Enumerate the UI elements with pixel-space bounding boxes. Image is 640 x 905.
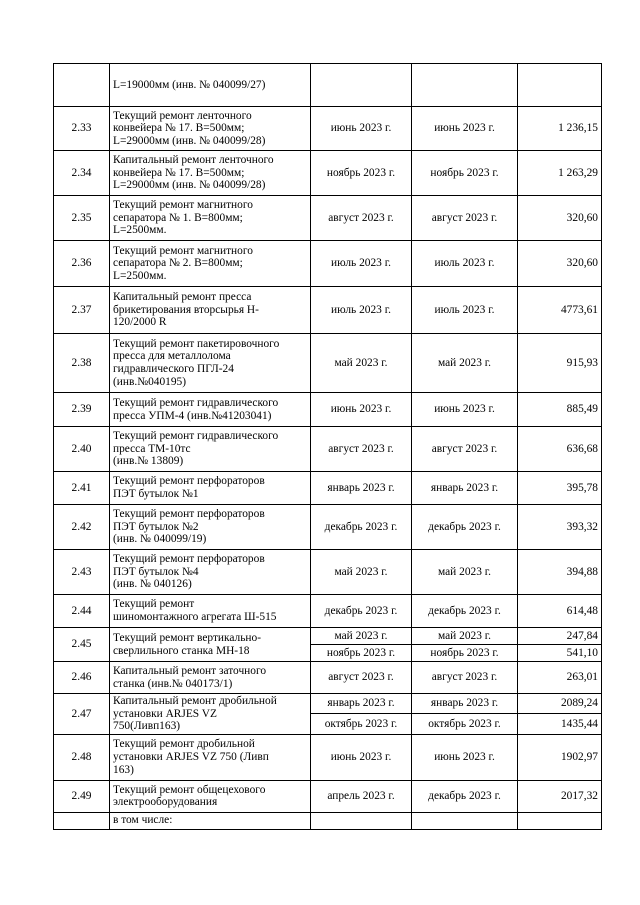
table-row bbox=[54, 64, 602, 107]
item-number: 2.36 bbox=[54, 241, 110, 287]
end-date: август 2023 г. bbox=[412, 196, 518, 241]
cost-value: 636,68 bbox=[518, 427, 602, 472]
work-description bbox=[110, 550, 311, 595]
table-row bbox=[54, 334, 602, 393]
description-line: 120/2000 R bbox=[113, 316, 167, 329]
table-row bbox=[54, 812, 602, 829]
cost-value: 2089,24 bbox=[518, 694, 602, 714]
description-line: Текущий ремонт гидравлического bbox=[113, 430, 279, 443]
start-date: январь 2023 г. bbox=[311, 472, 412, 505]
work-description bbox=[110, 334, 311, 393]
table-row bbox=[54, 595, 602, 628]
description-line: (инв. № 040126) bbox=[113, 578, 192, 591]
description-line: L=2500мм. bbox=[113, 224, 167, 237]
item-number: 2.44 bbox=[54, 595, 110, 628]
work-description bbox=[110, 694, 311, 735]
end-date: ноябрь 2023 г. bbox=[412, 645, 518, 662]
description-line: Капитальный ремонт заточного bbox=[113, 664, 267, 677]
end-date: январь 2023 г. bbox=[412, 694, 518, 714]
description-line: Текущий ремонт ленточного bbox=[113, 109, 252, 122]
description-line: Текущий ремонт гидравлического bbox=[113, 396, 279, 409]
table-row bbox=[54, 241, 602, 287]
description-line: Текущий ремонт перфораторов bbox=[113, 508, 265, 521]
item-number: 2.43 bbox=[54, 550, 110, 595]
description-line: сверлильного станка МН-18 bbox=[113, 644, 250, 657]
work-description bbox=[110, 64, 311, 107]
table-row bbox=[54, 472, 602, 505]
item-number: 2.38 bbox=[54, 334, 110, 393]
description-line: Текущий ремонт пакетировочного bbox=[113, 337, 280, 350]
cost-value: 915,93 bbox=[518, 334, 602, 393]
description-line: шиномонтажного агрегата Ш-515 bbox=[113, 611, 277, 623]
start-date: май 2023 г. bbox=[311, 334, 412, 393]
cost-value: 394,88 bbox=[518, 550, 602, 595]
table-row bbox=[54, 734, 602, 780]
item-number: 2.34 bbox=[54, 151, 110, 196]
end-date: июнь 2023 г. bbox=[412, 107, 518, 151]
cost-value: 320,60 bbox=[518, 196, 602, 241]
start-date: январь 2023 г. bbox=[311, 694, 412, 714]
item-number: 2.35 bbox=[54, 196, 110, 241]
table-row bbox=[54, 780, 602, 812]
table-row bbox=[54, 550, 602, 595]
description-line: Текущий ремонт перфораторов bbox=[113, 553, 265, 566]
table-row bbox=[54, 694, 602, 714]
work-description bbox=[110, 287, 311, 334]
start-date: июнь 2023 г. bbox=[311, 734, 412, 780]
description-line: гидравлического ПГЛ-24 bbox=[113, 363, 234, 375]
start-date: май 2023 г. bbox=[311, 628, 412, 645]
end-date: май 2023 г. bbox=[412, 628, 518, 645]
end-date: декабрь 2023 г. bbox=[412, 595, 518, 628]
description-line: Текущий ремонт магнитного bbox=[113, 199, 253, 212]
end-date bbox=[412, 812, 518, 829]
description-line: ПЭТ бутылок №4 bbox=[113, 565, 199, 578]
work-description bbox=[110, 151, 311, 196]
description-line: Капитальный ремонт ленточного bbox=[113, 154, 274, 167]
description-line: Капитальный ремонт пресса bbox=[113, 291, 252, 304]
start-date: декабрь 2023 г. bbox=[311, 505, 412, 550]
end-date: июль 2023 г. bbox=[412, 241, 518, 287]
cost-value: 2017,32 bbox=[518, 780, 602, 812]
table-row bbox=[54, 151, 602, 196]
end-date: август 2023 г. bbox=[412, 662, 518, 694]
item-number: 2.37 bbox=[54, 287, 110, 334]
cost-value: 541,10 bbox=[518, 645, 602, 662]
cost-value bbox=[518, 812, 602, 829]
cost-value: 4773,61 bbox=[518, 287, 602, 334]
description-line: станка (инв.№ 040173/1) bbox=[113, 677, 233, 690]
description-line: конвейера № 17. B=500мм; bbox=[113, 166, 245, 179]
description-line: ПЭТ бутылок №2 bbox=[113, 520, 199, 533]
item-number: 2.46 bbox=[54, 662, 110, 694]
work-description bbox=[110, 595, 311, 628]
description-line: Текущий ремонт перфораторов bbox=[113, 475, 265, 488]
item-number: 2.42 bbox=[54, 505, 110, 550]
item-number: 2.48 bbox=[54, 734, 110, 780]
start-date bbox=[311, 812, 412, 829]
description-line: пресса УПМ-4 (инв.№41203041) bbox=[113, 409, 272, 422]
end-date: май 2023 г. bbox=[412, 334, 518, 393]
start-date: май 2023 г. bbox=[311, 550, 412, 595]
cost-value: 1 263,29 bbox=[518, 151, 602, 196]
table-row bbox=[54, 393, 602, 427]
description-line: (инв. № 040099/19) bbox=[113, 533, 207, 546]
cost-value: 263,01 bbox=[518, 662, 602, 694]
description-line: установки ARJES VZ 750 (Ливп bbox=[113, 750, 269, 763]
start-date: ноябрь 2023 г. bbox=[311, 151, 412, 196]
end-date: июнь 2023 г. bbox=[412, 734, 518, 780]
start-date: июнь 2023 г. bbox=[311, 107, 412, 151]
start-date: ноябрь 2023 г. bbox=[311, 645, 412, 662]
table-row bbox=[54, 107, 602, 151]
cost-value: 1435,44 bbox=[518, 714, 602, 734]
start-date: июль 2023 г. bbox=[311, 241, 412, 287]
description-line: Капитальный ремонт дробильной bbox=[113, 695, 277, 707]
end-date: май 2023 г. bbox=[412, 550, 518, 595]
description-line: Текущий ремонт магнитного bbox=[113, 244, 253, 257]
start-date: декабрь 2023 г. bbox=[311, 595, 412, 628]
description-line: 163) bbox=[113, 763, 134, 776]
description-line: Текущий ремонт вертикально- bbox=[113, 631, 261, 644]
work-description bbox=[110, 734, 311, 780]
start-date: август 2023 г. bbox=[311, 196, 412, 241]
work-description bbox=[110, 241, 311, 287]
description-line: конвейера № 17. B=500мм; bbox=[113, 122, 245, 135]
work-description bbox=[110, 472, 311, 505]
item-number bbox=[54, 812, 110, 829]
end-date bbox=[412, 64, 518, 107]
cost-value: 885,49 bbox=[518, 393, 602, 427]
item-number: 2.33 bbox=[54, 107, 110, 151]
table-row bbox=[54, 427, 602, 472]
cost-value bbox=[518, 64, 602, 107]
work-description bbox=[110, 662, 311, 694]
description-line: ПЭТ бутылок №1 bbox=[113, 488, 199, 500]
cost-value: 1 236,15 bbox=[518, 107, 602, 151]
item-number: 2.40 bbox=[54, 427, 110, 472]
description-line: L=29000мм (инв. № 040099/28) bbox=[113, 134, 266, 147]
work-description bbox=[110, 812, 311, 829]
end-date: июнь 2023 г. bbox=[412, 393, 518, 427]
item-number: 2.47 bbox=[54, 694, 110, 735]
table-row bbox=[54, 196, 602, 241]
end-date: декабрь 2023 г. bbox=[412, 505, 518, 550]
start-date bbox=[311, 64, 412, 107]
work-description bbox=[110, 427, 311, 472]
description-line: L=2500мм. bbox=[113, 269, 167, 282]
end-date: ноябрь 2023 г. bbox=[412, 151, 518, 196]
description-line: в том числе: bbox=[113, 814, 173, 827]
description-line: пресса ТМ-10тс bbox=[113, 442, 191, 455]
cost-value: 1902,97 bbox=[518, 734, 602, 780]
cost-value: 247,84 bbox=[518, 628, 602, 645]
description-line: электрооборудования bbox=[113, 796, 218, 809]
cost-value: 393,32 bbox=[518, 505, 602, 550]
description-line: Текущий ремонт bbox=[113, 598, 195, 611]
cost-value: 614,48 bbox=[518, 595, 602, 628]
description-line: сепаратора № 1. B=800мм; bbox=[113, 211, 243, 224]
table-row bbox=[54, 628, 602, 645]
description-line: L=29000мм (инв. № 040099/28) bbox=[113, 179, 266, 192]
start-date: июль 2023 г. bbox=[311, 287, 412, 334]
item-number: 2.39 bbox=[54, 393, 110, 427]
start-date: июнь 2023 г. bbox=[311, 393, 412, 427]
description-line: Текущий ремонт дробильной bbox=[113, 738, 255, 751]
work-description bbox=[110, 628, 311, 662]
work-description bbox=[110, 393, 311, 427]
work-description bbox=[110, 505, 311, 550]
work-description bbox=[110, 196, 311, 241]
item-number: 2.41 bbox=[54, 472, 110, 505]
start-date: август 2023 г. bbox=[311, 662, 412, 694]
item-number: 2.45 bbox=[54, 628, 110, 662]
description-line: 750(Ливп163) bbox=[113, 720, 181, 733]
cost-value: 395,78 bbox=[518, 472, 602, 505]
item-number: 2.49 bbox=[54, 780, 110, 812]
description-line: брикетирования вторсырья Н- bbox=[113, 303, 259, 316]
description-line: (инв.№ 13809) bbox=[113, 455, 184, 468]
description-line: сепаратора № 2. B=800мм; bbox=[113, 257, 243, 270]
description-line: установки ARJES VZ bbox=[113, 707, 217, 720]
end-date: август 2023 г. bbox=[412, 427, 518, 472]
start-date: апрель 2023 г. bbox=[311, 780, 412, 812]
table-row bbox=[54, 662, 602, 694]
start-date: октябрь 2023 г. bbox=[311, 714, 412, 734]
cost-value: 320,60 bbox=[518, 241, 602, 287]
table-row bbox=[54, 505, 602, 550]
description-line: пресса для металлолома bbox=[113, 350, 231, 363]
description-line: Текущий ремонт общецехового bbox=[113, 783, 266, 796]
end-date: июль 2023 г. bbox=[412, 287, 518, 334]
description-line: (инв.№040195) bbox=[113, 375, 187, 388]
end-date: октябрь 2023 г. bbox=[412, 714, 518, 734]
work-description bbox=[110, 107, 311, 151]
repair-schedule-table bbox=[53, 63, 602, 830]
table-body bbox=[54, 64, 602, 830]
end-date: январь 2023 г. bbox=[412, 472, 518, 505]
description-line: L=19000мм (инв. № 040099/27) bbox=[113, 78, 266, 91]
end-date: декабрь 2023 г. bbox=[412, 780, 518, 812]
item-number bbox=[54, 64, 110, 107]
start-date: август 2023 г. bbox=[311, 427, 412, 472]
work-description bbox=[110, 780, 311, 812]
table-row bbox=[54, 287, 602, 334]
